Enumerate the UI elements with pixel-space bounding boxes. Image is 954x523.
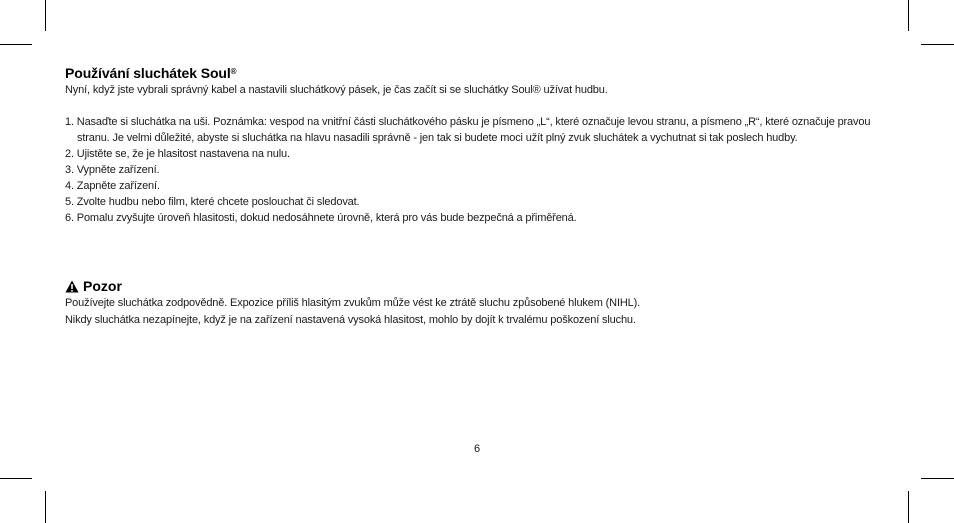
crop-mark-bottom-left-vertical <box>45 491 46 523</box>
step-item: 5. Zvolte hudbu nebo film, které chcete poslouchat či sledovat. <box>65 196 360 208</box>
intro-text: Nyní, když jste vybrali správný kabel a nastavili sluchátkový pásek, je čas začít si se sluchátky Soul® užívat hudbu. <box>65 84 608 96</box>
crop-mark-bottom-right-horizontal <box>921 478 954 479</box>
crop-mark-top-left-vertical <box>45 0 46 31</box>
step-item: 3. Vypněte zařízení. <box>65 164 160 176</box>
step-item: 1. Nasaďte si sluchátka na uši. Poznámka: vespod na vnitřní části sluchátkového pásku je písmeno „L“, které označuje levou stranu, a písmeno „R“, které označuje pravou stranu. Je velmi důležité, abyste si sluchátka na hlavu nasadili správně - jen tak si budete moci užít plný zvuk sluchátek a vychutnat si tak poslech hudby. <box>65 116 871 144</box>
warning-title <box>65 277 895 295</box>
page-number: 6 <box>473 443 481 455</box>
crop-mark-bottom-left-horizontal <box>0 478 32 479</box>
warning-triangle-icon <box>65 280 79 293</box>
step-item: 6. Pomalu zvyšujte úroveň hlasitosti, dokud nedosáhnete úrovně, která pro vás bude bezpečná a přiměřená. <box>65 212 577 224</box>
warning-section <box>65 277 895 329</box>
section-title-text: Používání sluchátek Soul <box>65 65 231 81</box>
warning-line: Používejte sluchátka zodpovědně. Expozice příliš hlasitým zvukům může vést ke ztrátě sluchu způsobené hlukem (NIHL). <box>65 297 641 309</box>
crop-mark-top-right-vertical <box>908 0 909 31</box>
crop-mark-top-right-horizontal <box>921 44 954 45</box>
step-item: 4. Zapněte zařízení. <box>65 180 160 192</box>
crop-mark-top-left-horizontal <box>0 44 32 45</box>
crop-mark-bottom-right-vertical <box>908 491 909 523</box>
warning-title-text: Pozor <box>83 278 122 294</box>
warning-line: Nikdy sluchátka nezapínejte, když je na zařízení nastavená vysoká hlasitost, mohlo by dojít k trvalému poškození sluchu. <box>65 314 636 326</box>
usage-section <box>65 64 895 226</box>
step-item: 2. Ujistěte se, že je hlasitost nastavena na nulu. <box>65 148 290 160</box>
steps-list <box>65 114 895 226</box>
section-title <box>65 64 895 82</box>
registered-mark: ® <box>230 67 237 76</box>
